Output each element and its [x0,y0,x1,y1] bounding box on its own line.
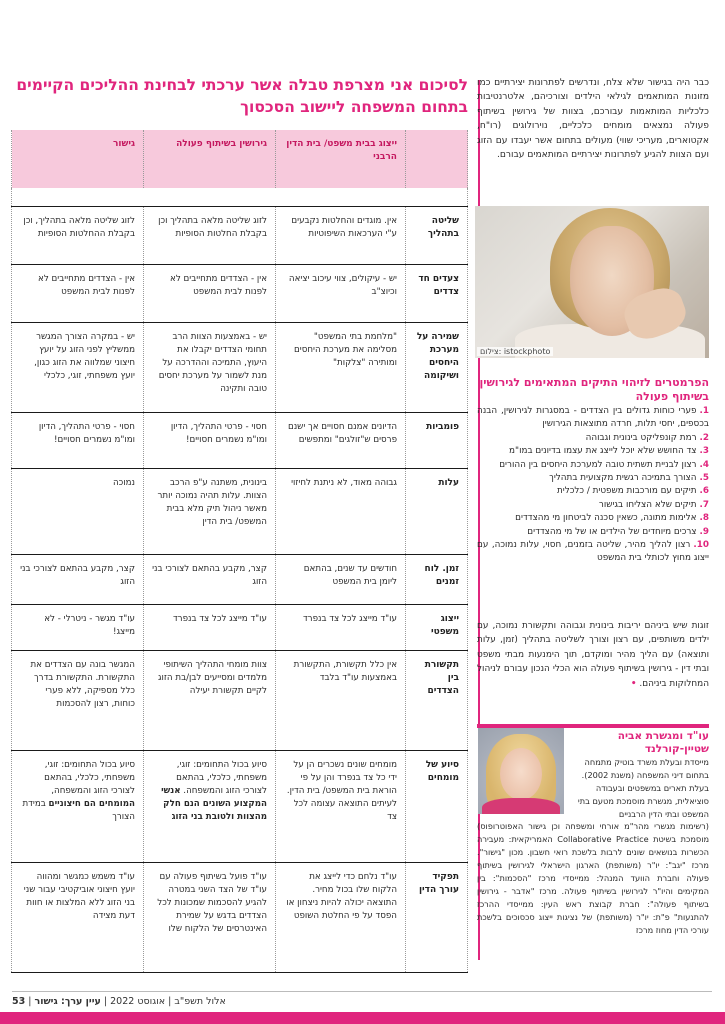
row-header: תקשורת בין הצדדים [406,651,468,751]
comparison-table [11,130,468,973]
list-item: 8.אלימות מתונה, כשאין סכנה לביטחון מי מהצדדים [515,513,709,524]
table-cell: אין - הצדדים מתחייבים לא לפנות לבית המשפט [12,265,144,323]
table-cell: עו"ד מייצג לכל צד בנפרד [276,605,406,651]
list-item: 10.רצון להליך מהיר, שליטה בזמנים, חסוי, עלות נמוכה, עם ייצוג מחוץ לכותלי בית המשפט [477,540,709,564]
table-row [12,555,468,605]
table-row [12,413,468,469]
intro-paragraph: כבר היה בגישור שלא צלח, ונדרשים לפתרונות יצירתיים כמו מזונות המותאמים לגילאי הילדים וצורכיהם, אלטרנטיבות כלכליות המותאמות עבורכם, בצוות של גירושין בשיתוף פעולה נמצאים מומחים כלכליים, נוירולוגים (רו"ח, אקטוארים, מעריכי שווי) מעולים בתחום אשר יעבדו עם הזוג ועם הצוות להגיע לפתרונות יצירתיים המותאמים עבורם. [477,78,709,161]
list-item: 1.פערי כוחות גדולים בין הצדדים - במסגרות לגירושין, הבנה בכספים, יחסי תלות, חרדה מתוצאות הגירושין [477,406,709,430]
table-cell: גבוהה מאוד, לא ניתנת לחיזוי [276,469,406,555]
table-cell: עו"ד נלחם כדי לייצג את הלקוח שלו בכול מחיר. התוצאה יכולה להיות ניצחון או הפסד על פי החלטת השופט [276,863,406,973]
table-cell: עו"ד מייצג לכל צד בנפרד [144,605,276,651]
table-cell: קצר, מקבע בהתאם לצורכי בני הזוג [12,555,144,605]
params-title: הפרמטרים לזיהוי התיקים המתאימים לגירושין בשיתוף פעולה [479,376,709,403]
row-header: שליטה בתהליך [406,207,468,265]
table-cell: חסוי - פרטי התהליך, הדיון ומו"מ נשמרים חסויים! [144,413,276,469]
table-header-row [12,130,468,188]
comparison-table-wrap [12,130,468,973]
table-cell: עו"ד מגשר - ניטרלי - לא מייצג! [12,605,144,651]
table-row [12,651,468,751]
row-header: ייצוג משפטי [406,605,468,651]
row-header: סיוע של מומחים [406,751,468,863]
column-header: גישור [12,130,144,188]
table-cell: הדיונים אמנם חסויים אך ישנם פרסים ש"זולגים" ומתפשים [276,413,406,469]
column-header [406,130,468,188]
stock-photo [475,206,709,358]
table-cell: בינונית, משתנה ע"פ הרכב הצוות. עלות תהיה נמוכה יותר מאשר ניהול תיק מלא בבית המשפט/ בית הדין [144,469,276,555]
page-title: לסיכום אני מצרפת טבלה אשר ערכתי לבחינת ההליכים הקיימים בתחום המשפחה ליישוב הסכסוך [16,76,468,116]
table-cell: מומחים שונים נשכרים הן על ידי כל צד בנפרד והן על פי הוראת בית המשפט/ בית הדין. לעיתים התוצאה עצומה לכל צד [276,751,406,863]
table-spacer-row [12,188,468,207]
table-cell: יש - עיקולים, צווי עיכוב יציאה וכיוצ"ב [276,265,406,323]
author-credentials: (רשימות מגשרי מהר"מ אורחי ומשפחה וכן גישור האפוטרופוס) מוסמכת בשיטת Collaborative Practice האמריקאית: מעבירה הכשרות בנושאים שונים לרבות בלשכת רואי חשבון. מכון "גישור". מרכז "יגב": יו"ר (משותפת) הארגון הישראלי לגירושין בשיתוף פעולה וחברת הוועד המנהל: ממייסדי מרכז "הסכמות": בין המקימים והיו"ר לגירושין בשיתוף פעולה. מרכז "אדבר - גירושין בשיתוף פעולה": חברת קבוצת ראש העין: ממייסדי ההרכז להתנעות" פ"ת: יו"ר (משותפת) של נציגות ייצוג סכסוכים בלשכת עורכי הדין מחוז מרכז [477,821,710,935]
list-item: 7.תיקים שלא הצליחו בגישור [598,499,709,510]
table-cell: יש - במקרה הצורך המגשר ממשליץ לפני הזוג על יועץ חיצוני שמלווה את הזוג כגון, יועץ משפחתי, זוגי, כלכלי [12,323,144,413]
end-mark: • [630,678,637,689]
list-item: 3.צד החושש שלא יוכל לייצג את עצמו בדיונים במו"מ [509,446,709,457]
row-header: צעדים חד צדדים [406,265,468,323]
table-cell: צוות מומחי התהליך השיתופי מלמדים ומסייעים לבן/בת הזוג לקיים תקשורת יעילה [144,651,276,751]
author-bio: מייסדת ובעלת משרד בוטיק מתמחה בתחום דיני המשפחה (משנת 2002). בעלת תארים במשפטים ובעבודה סוציאלית, מגשרת מוסמכת מטעם בתי המשפט ובתי הדין הרבניים [577,757,709,819]
table-cell: "מלחמת בתי המשפט" מסלימה את מערכת היחסים ומותירה "צלקות" [276,323,406,413]
list-item: 6.תיקים עם מורכבות משפטית / כלכלית [556,486,709,497]
table-row [12,751,468,863]
page-footer: אלול תשפ"ב | אוגוסט 2022 | עיין ערך: גישור | 53 [12,996,226,1007]
list-item: 9.צרכים מיוחדים של הילדים או של מי מהצדדים [527,526,709,537]
table-row [12,265,468,323]
params-list [477,405,709,566]
table-cell: אין כלל תקשורת, התקשורת באמצעות עו"ד בלבד [276,651,406,751]
table-cell: קצר, מקבע בהתאם לצורכי בני הזוג [144,555,276,605]
column-header: ייצוג בבית משפט/ בית הדין הרבני [276,130,406,188]
table-cell: סיוע בכול התחומים: זוגי, משפחתי, כלכלי, בהתאם לצורכי הזוג והמשפחה, המומחים הם חיצוניים במידת הצורך [12,751,144,863]
right-column [477,76,709,162]
list-item: 5.הצורך בתמיכה רגשית מקצועית בתהליך [549,473,709,484]
table-cell: יש - באמצעות הצוות הרב תחומי הצדדים יקבלו את היעוץ, התמיכה וההדרכה על מנת לשמור על מערכת יחסים טובה ותקינה [144,323,276,413]
table-cell: עו"ד משמש כמגשר ומהווה יועץ חיצוני אוביקטיבי עבור שני בני הזוג ללא המלצות או חוות דעת מצידה [12,863,144,973]
table-cell: חודשים עד שנים, בהתאם ליומן בית המשפט [276,555,406,605]
row-header: עלות [406,469,468,555]
table-row [12,605,468,651]
footer-date: אלול תשפ"ב | אוגוסט 2022 [110,996,226,1007]
row-header: תפקיד עורך הדין [406,863,468,973]
row-header: זמן. לוח זמנים [406,555,468,605]
table-row [12,323,468,413]
footer-divider [12,991,712,992]
table-cell: לזוג שליטה מלאה בתהליך, וכן בקבלת ההחלטות הסופיות [12,207,144,265]
author-name: עו"ד ומגשרת אביה שטיין-קורלנד [617,730,709,755]
photo-credit: צילום: istockphoto [477,347,553,356]
footer-accent-bar [0,1012,725,1024]
table-cell: אין - הצדדים מתחייבים לא לפנות לבית המשפט [144,265,276,323]
closing-paragraph: זוגות שיש ביניהם יריבות בינונית וגבוהה ותקשורת נמוכה, עם ילדים משותפים, עם רצון וצורך לשליטה בתהליך (זמן, עלות ותוצאה) עם הליך מהיר ומוקדם, תוך הימנעות מבתי משפט ובתי דין - גירושין בשיתוף פעולה הוא הכלי הנכון עבורם לניהול המחלוקות ביניהם. • [477,621,709,689]
list-item: 2.רמת קונפליקט בינונית וגבוהה [585,432,709,443]
table-cell: נמוכה [12,469,144,555]
row-header: פומביות [406,413,468,469]
table-row [12,863,468,973]
table-cell: המגשר בונה עם הצדדים את התקשורת. התקשורת בדרך כלל מספיקה, ללא פערי כוחות, רצון להסכמות [12,651,144,751]
table-cell: לזוג שליטה מלאה בתהליך וכן בקבלת החלטות הסופיות [144,207,276,265]
table-cell: סיוע בכול התחומים: זוגי, משפחתי, כלכלי, בהתאם לצורכי הזוג והמשפחה. אנשי המקצוע השונים הנם חלק מהצוות ולטובת בני הזוג [144,751,276,863]
page-number: 53 [12,996,26,1007]
table-row [12,469,468,555]
column-header: גירושין בשיתוף פעולה [144,130,276,188]
table-row [12,207,468,265]
table-cell: עו"ד פועל בשיתוף פעולה עם עו"ד של הצד השני במטרה להגיע להסכמות שמכונות לכל הצדדים בדגש על שמירת האינטרסים של הלקוח שלו [144,863,276,973]
list-item: 4.רצון לבניית תשתית טובה למערכת היחסים בין ההורים [499,459,709,470]
table-cell: חסוי - פרטי התהליך, הדיון ומו"מ נשמרים חסויים! [12,413,144,469]
author-photo [478,728,564,814]
footer-issue: עיין ערך: גישור [34,996,101,1007]
table-cell: אין. מוגדים והחלטות נקבעים ע"י הערכאות השיפוטיות [276,207,406,265]
row-header: שמירה על מערכת היחסים ושיקומה [406,323,468,413]
